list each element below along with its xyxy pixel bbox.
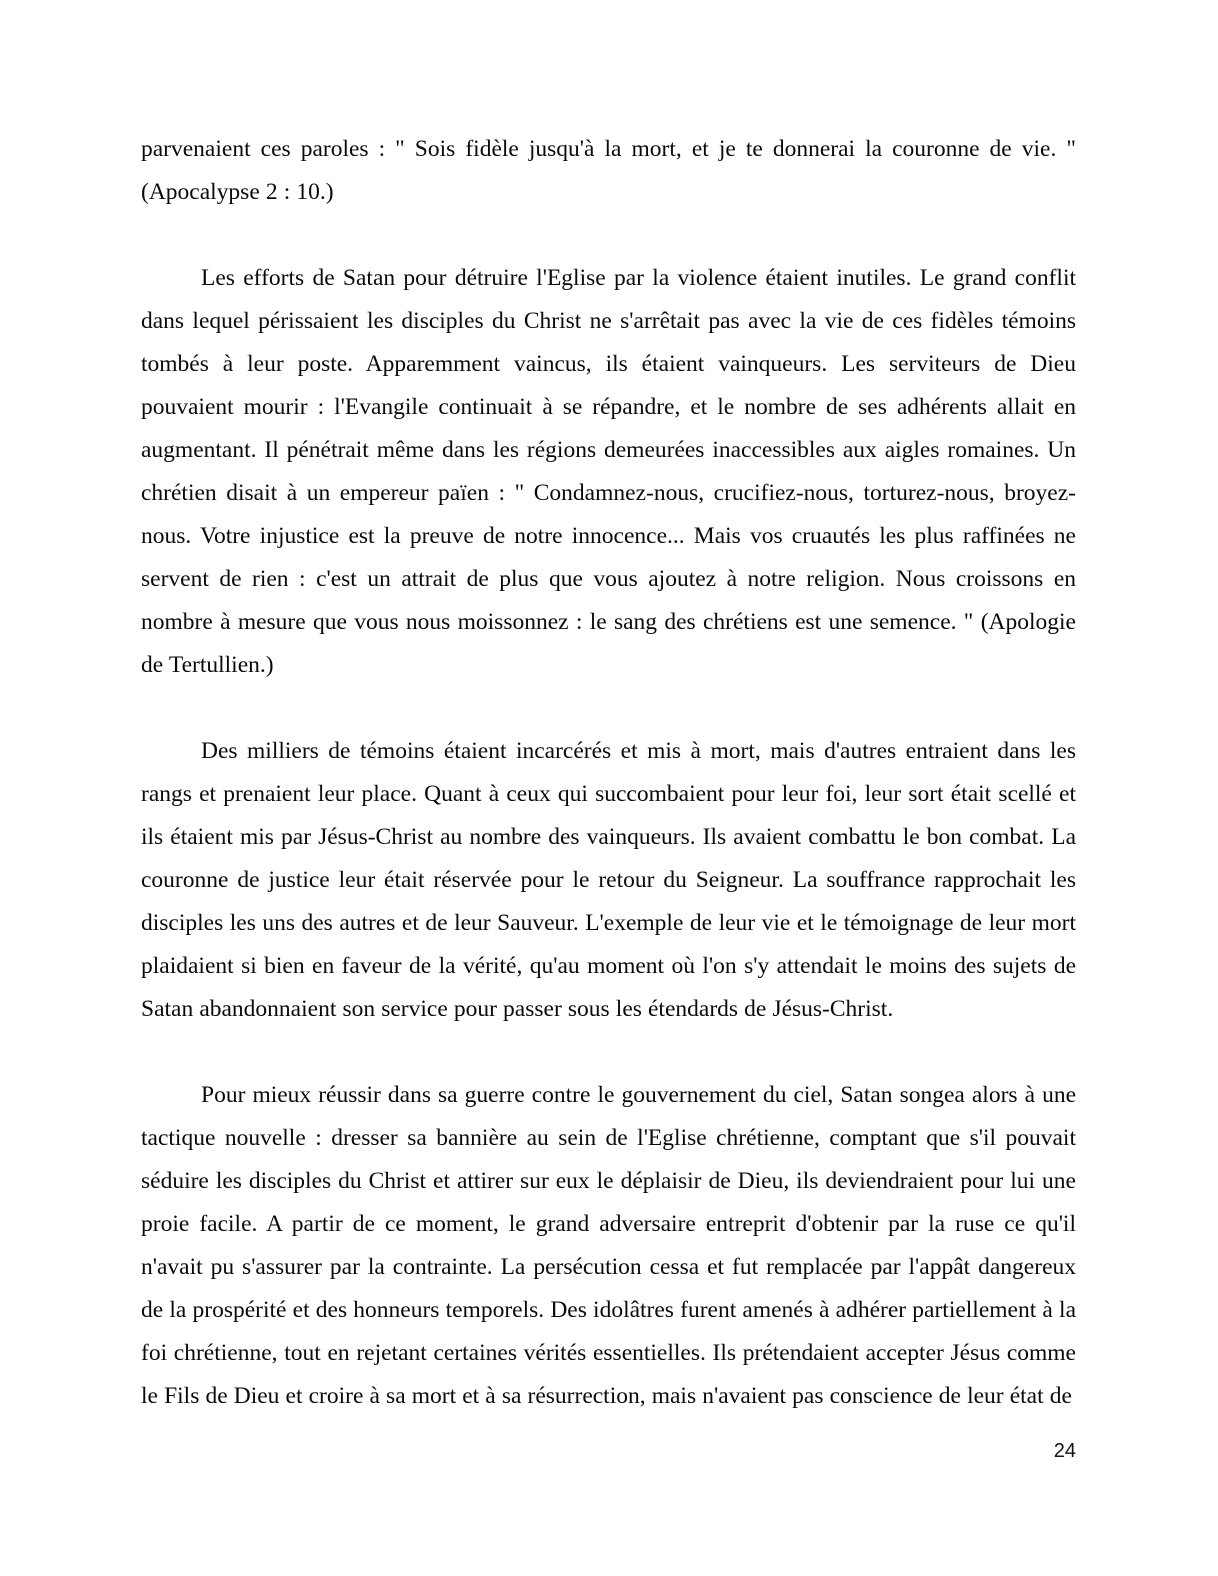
paragraph-3: Des milliers de témoins étaient incarcérés et mis à mort, mais d'autres entraient dans les rangs et prenaient leur place. Quant à ceux qui succombaient pour leur foi, leur sort était scellé et ils étaient mis par Jésus-Christ au nombre des vainqueurs. Ils avaient combattu le bon combat. La couronne de justice leur était réservée pour le retour du Seigneur. La souffrance rapprochait les disciples les uns des autres et de leur Sauveur. L'exemple de leur vie et le témoignage de leur mort plaidaient si bien en faveur de la vérité, qu'au moment où l'on s'y attendait le moins des sujets de Satan abandonnaient son service pour passer sous les étendards de Jésus-Christ. <box>141 738 1076 1022</box>
page-number: 24 <box>1053 1440 1076 1462</box>
paragraph-1: parvenaient ces paroles : " Sois fidèle jusqu'à la mort, et je te donnerai la couronne de vie. " (Apocalypse 2 : 10.) <box>141 136 1076 205</box>
body-text-column <box>141 128 1076 1418</box>
paragraph-4: Pour mieux réussir dans sa guerre contre le gouvernement du ciel, Satan songea alors à une tactique nouvelle : dresser sa bannière au sein de l'Eglise chrétienne, comptant que s'il pouvait séduire les disciples du Christ et attirer sur eux le déplaisir de Dieu, ils deviendraient pour lui une proie facile. A partir de ce moment, le grand adversaire entreprit d'obtenir par la ruse ce qu'il n'avait pu s'assurer par la contrainte. La persécution cessa et fut remplacée par l'appât dangereux de la prospérité et des honneurs temporels. Des idolâtres furent amenés à adhérer partiellement à la foi chrétienne, tout en rejetant certaines vérités essentielles. Ils prétendaient accepter Jésus comme le Fils de Dieu et croire à sa mort et à sa résurrection, mais n'avaient pas conscience de leur état de <box>141 1082 1076 1409</box>
paragraph-2: Les efforts de Satan pour détruire l'Eglise par la violence étaient inutiles. Le grand conflit dans lequel périssaient les disciples du Christ ne s'arrêtait pas avec la vie de ces fidèles témoins tombés à leur poste. Apparemment vaincus, ils étaient vainqueurs. Les serviteurs de Dieu pouvaient mourir : l'Evangile continuait à se répandre, et le nombre de ses adhérents allait en augmentant. Il pénétrait même dans les régions demeurées inaccessibles aux aigles romaines. Un chrétien disait à un empereur païen : " Condamnez-nous, crucifiez-nous, torturez-nous, broyez-nous. Votre injustice est la preuve de notre innocence... Mais vos cruautés les plus raffinées ne servent de rien : c'est un attrait de plus que vous ajoutez à notre religion. Nous croissons en nombre à mesure que vous nous moissonnez : le sang des chrétiens est une semence. " (Apologie de Tertullien.) <box>141 265 1076 678</box>
